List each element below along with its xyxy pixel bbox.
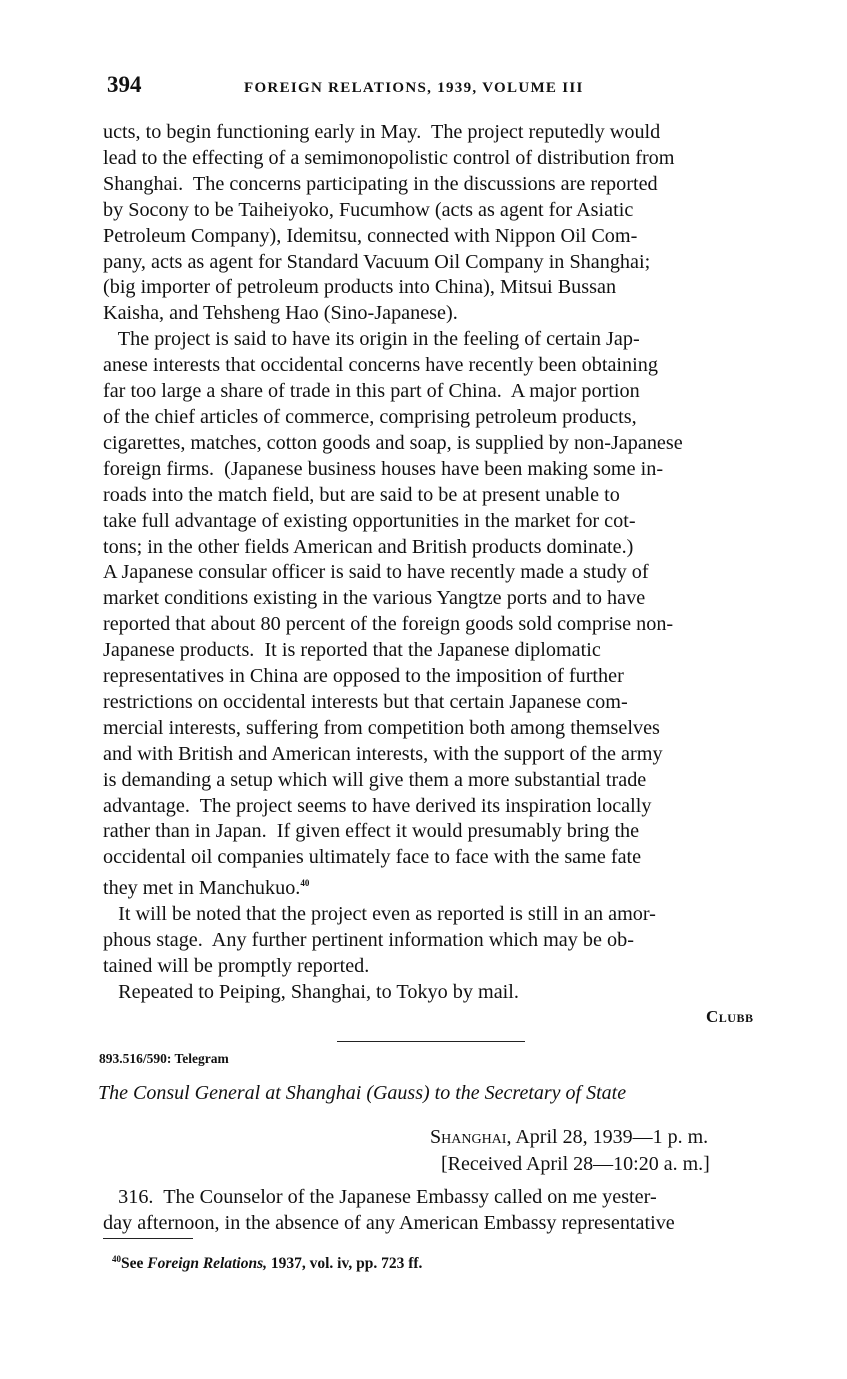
dateline-date: April 28, 1939—1 p. m. (511, 1126, 709, 1148)
text-line: roads into the match field, but are said to be at present unable to (103, 483, 620, 506)
text-line: lead to the effecting of a semimonopolistic control of distribution from (103, 146, 675, 169)
text-line: of the chief articles of commerce, comprising petroleum products, (103, 405, 637, 428)
running-head: FOREIGN RELATIONS, 1939, VOLUME III (244, 80, 584, 96)
section-divider (337, 1041, 525, 1042)
telegram-body (103, 1184, 768, 1236)
text-line: they met in Manchukuo.$^{40}$ (103, 877, 310, 900)
file-reference: 893.516/590: Telegram (99, 1051, 229, 1066)
text-line: tons; in the other fields American and British products dominate.) (103, 535, 634, 558)
signature: Clubb (706, 1007, 754, 1026)
footnote (112, 1254, 422, 1273)
text-line: (big importer of petroleum products into China), Mitsui Bussan (103, 276, 617, 299)
text-line: market conditions existing in the various Yangtze ports and to have (103, 587, 646, 610)
document-title: The Consul General at Shanghai (Gauss) to the Secretary of State (98, 1082, 627, 1104)
text-line: It will be noted that the project even as reported is still in an amor- (103, 903, 656, 926)
dateline (430, 1126, 708, 1149)
text-line: Japanese products. It is reported that the Japanese diplomatic (103, 639, 601, 662)
text-line: representatives in China are opposed to the imposition of further (103, 665, 624, 688)
text-line: by Socony to be Taiheiyoko, Fucumhow (acts as agent for Asiatic (103, 198, 634, 221)
text-line: is demanding a setup which will give them a more substantial trade (103, 768, 647, 791)
page-number: 394 (107, 72, 142, 97)
text-line: rather than in Japan. If given effect it would presumably bring the (103, 820, 640, 843)
text-line: The project is said to have its origin in the feeling of certain Jap- (103, 328, 640, 351)
text-line: far too large a share of trade in this part of China. A major portion (103, 380, 640, 403)
text-line: and with British and American interests, with the support of the army (103, 742, 663, 765)
text-line: take full advantage of existing opportunities in the market for cot- (103, 509, 636, 532)
footnote-rule (103, 1238, 193, 1239)
text-line: mercial interests, suffering from competition both among themselves (103, 716, 660, 739)
footnote-rest: 1937, vol. iv, pp. 723 ff. (266, 1255, 423, 1272)
footnote-reference: 40 (300, 878, 310, 889)
text-line: pany, acts as agent for Standard Vacuum Oil Company in Shanghai; (103, 250, 651, 273)
text-line: A Japanese consular officer is said to have recently made a study of (103, 561, 649, 584)
received-line: [Received April 28—10:20 a. m.] (441, 1153, 710, 1175)
text-line: restrictions on occidental interests but that certain Japanese com- (103, 690, 628, 713)
text-line: foreign firms. (Japanese business houses have been making some in- (103, 457, 664, 480)
text-line: occidental oil companies ultimately face to face with the same fate (103, 846, 642, 869)
text-line: advantage. The project seems to have derived its inspiration locally (103, 794, 652, 817)
text-line: Kaisha, and Tehsheng Hao (Sino-Japanese). (103, 302, 458, 325)
footnote-title: Foreign Relations, (147, 1255, 267, 1272)
text-line: 316. The Counselor of the Japanese Embassy called on me yester- (103, 1186, 657, 1208)
text-line: reported that about 80 percent of the foreign goods sold comprise non- (103, 613, 674, 636)
text-line: Repeated to Peiping, Shanghai, to Tokyo by mail. (103, 980, 519, 1003)
text-line: cigarettes, matches, cotton goods and soap, is supplied by non-Japanese (103, 431, 683, 454)
footnote-prefix: See (121, 1255, 148, 1272)
body-text (103, 120, 768, 1006)
page-header (107, 72, 767, 102)
text-line: anese interests that occidental concerns have recently been obtaining (103, 354, 658, 377)
footnote-marker: 40 (112, 1254, 121, 1264)
dateline-place: Shanghai, (430, 1126, 512, 1148)
text-line: tained will be promptly reported. (103, 955, 370, 977)
text-line: ucts, to begin functioning early in May. The project reputedly would (103, 121, 661, 143)
text-line: Shanghai. The concerns participating in the discussions are reported (103, 172, 658, 195)
text-line: phous stage. Any further pertinent information which may be ob- (103, 929, 634, 952)
text-line: Petroleum Company), Idemitsu, connected with Nippon Oil Com- (103, 224, 638, 247)
text-line: day afternoon, in the absence of any American Embassy representative (103, 1212, 675, 1234)
